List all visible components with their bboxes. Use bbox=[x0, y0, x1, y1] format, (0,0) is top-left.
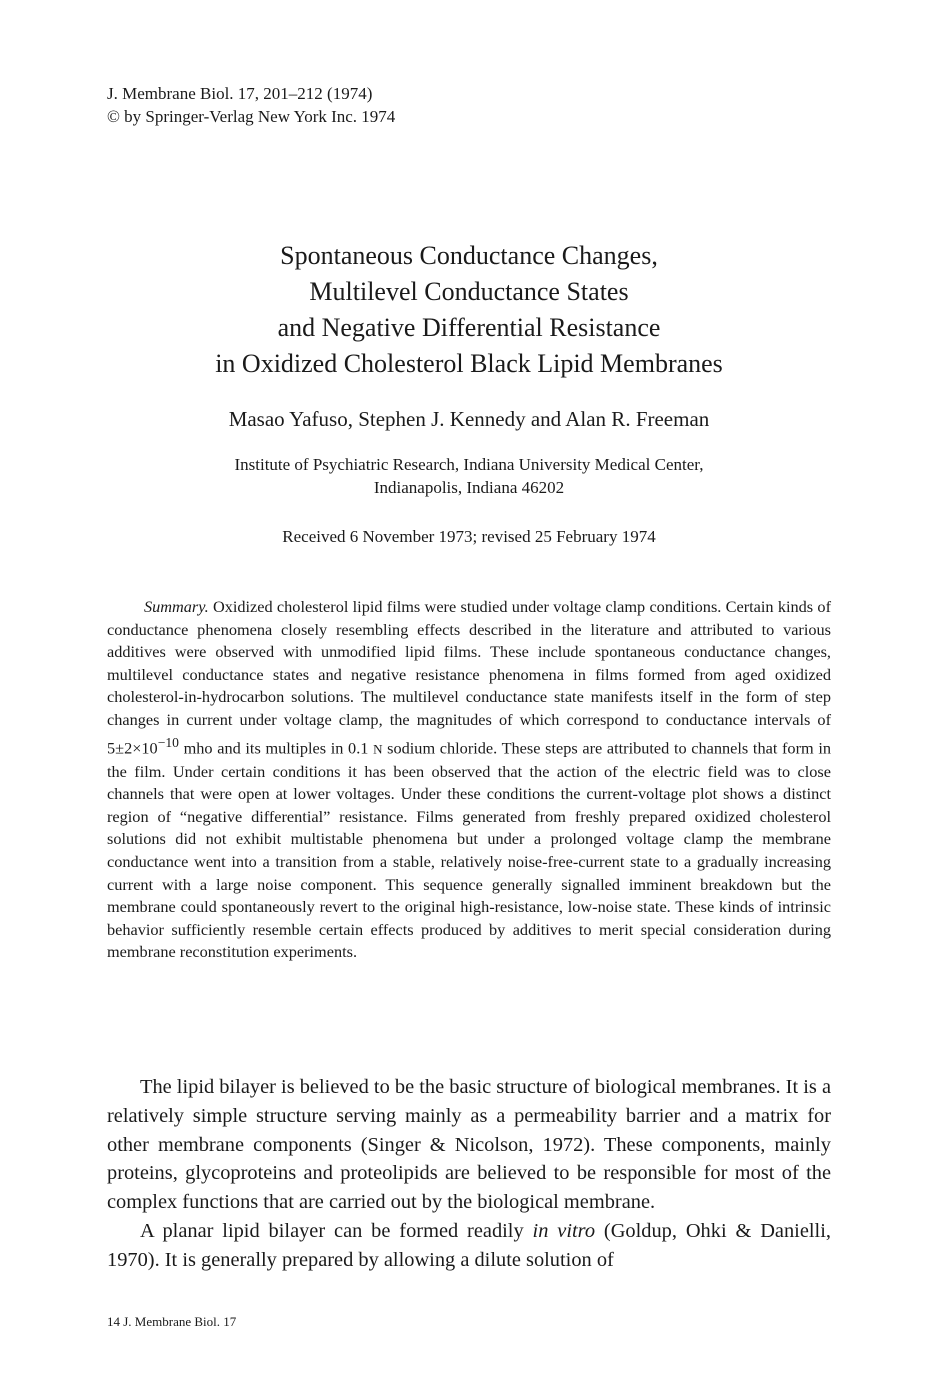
article-title bbox=[130, 238, 808, 382]
title-line: and Negative Differential Resistance bbox=[277, 313, 661, 342]
body-text-span: (Goldup, Ohki & Danielli, 1970). It is generally prepared by allowing a dilute solution of bbox=[107, 1219, 831, 1271]
title-line: Multilevel Conductance States bbox=[309, 277, 629, 306]
summary-exponent: −10 bbox=[157, 734, 179, 750]
title-line: Spontaneous Conductance Changes, bbox=[280, 241, 658, 270]
journal-citation: J. Membrane Biol. 17, 201–212 (1974) bbox=[107, 84, 373, 103]
affiliation-line: Indianapolis, Indiana 46202 bbox=[373, 478, 565, 497]
body-paragraph bbox=[107, 1217, 831, 1275]
body-text-span: A planar lipid bilayer can be formed readily bbox=[140, 1219, 533, 1242]
summary-abstract bbox=[107, 596, 831, 964]
affiliation-line: Institute of Psychiatric Research, Indiana University Medical Center, bbox=[234, 455, 704, 474]
body-text bbox=[107, 1073, 831, 1275]
summary-label: Summary. bbox=[144, 597, 209, 616]
author-list: Masao Yafuso, Stephen J. Kennedy and Alan R. Freeman bbox=[228, 407, 710, 431]
summary-text: mho and its multiples in 0.1 bbox=[178, 737, 374, 757]
journal-header bbox=[107, 82, 395, 128]
body-paragraph: The lipid bilayer is believed to be the basic structure of biological membranes. It is a relatively simple structure serving mainly as a permeability barrier and a matrix for other membrane components (Singer & Nicolson, 1972). These components, mainly proteins, glycoproteins and proteolipids are believed to be responsible for most of the complex functions that are carried out by the biological membrane. bbox=[107, 1076, 831, 1214]
summary-text: sodium chloride. These steps are attributed to channels that form in the film. Under certain conditions it has been observed that the action of the electric field was to close channels that were open at lower voltages. Under these conditions the current-voltage plot shows a distinct region of “negative differential” resistance. Films generated from freshly prepared oxidized cholesterol solutions did not exhibit multistable phenomena but under a prolonged voltage clamp the membrane conductance went into a transition from a stable, relatively noise-free-current state to a gradually increasing current with a large noise component. This sequence generally signalled imminent breakdown but the membrane could spontaneously revert to the original high-resistance, low-noise state. These kinds of intrinsic behavior sufficiently resemble certain effects produced by additives to merit special consideration during membrane reconstitution experiments. bbox=[107, 737, 831, 962]
page-footer: 14 J. Membrane Biol. 17 bbox=[107, 1314, 237, 1329]
copyright-notice: © by Springer-Verlag New York Inc. 1974 bbox=[107, 107, 396, 126]
affiliation bbox=[130, 453, 808, 499]
summary-text: Oxidized cholesterol lipid films were studied under voltage clamp conditions. Certain kinds of conductance phenomena closely resembling effects described in the literature and attributed to various additives were observed with unmodified lipid films. These include spontaneous conductance changes, multilevel conductance states and negative resistance phenomena in films formed from aged oxidized cholesterol-in-hydrocarbon solutions. The multilevel conductance state manifests itself in the form of step changes in current under voltage clamp, the magnitudes of which correspond to conductance intervals of 5±2×10 bbox=[107, 597, 831, 757]
body-italic-span: in vitro bbox=[532, 1219, 596, 1242]
summary-normality-unit: N bbox=[373, 740, 383, 756]
received-dates: Received 6 November 1973; revised 25 February 1974 bbox=[282, 527, 656, 546]
title-line: in Oxidized Cholesterol Black Lipid Membranes bbox=[215, 349, 723, 378]
